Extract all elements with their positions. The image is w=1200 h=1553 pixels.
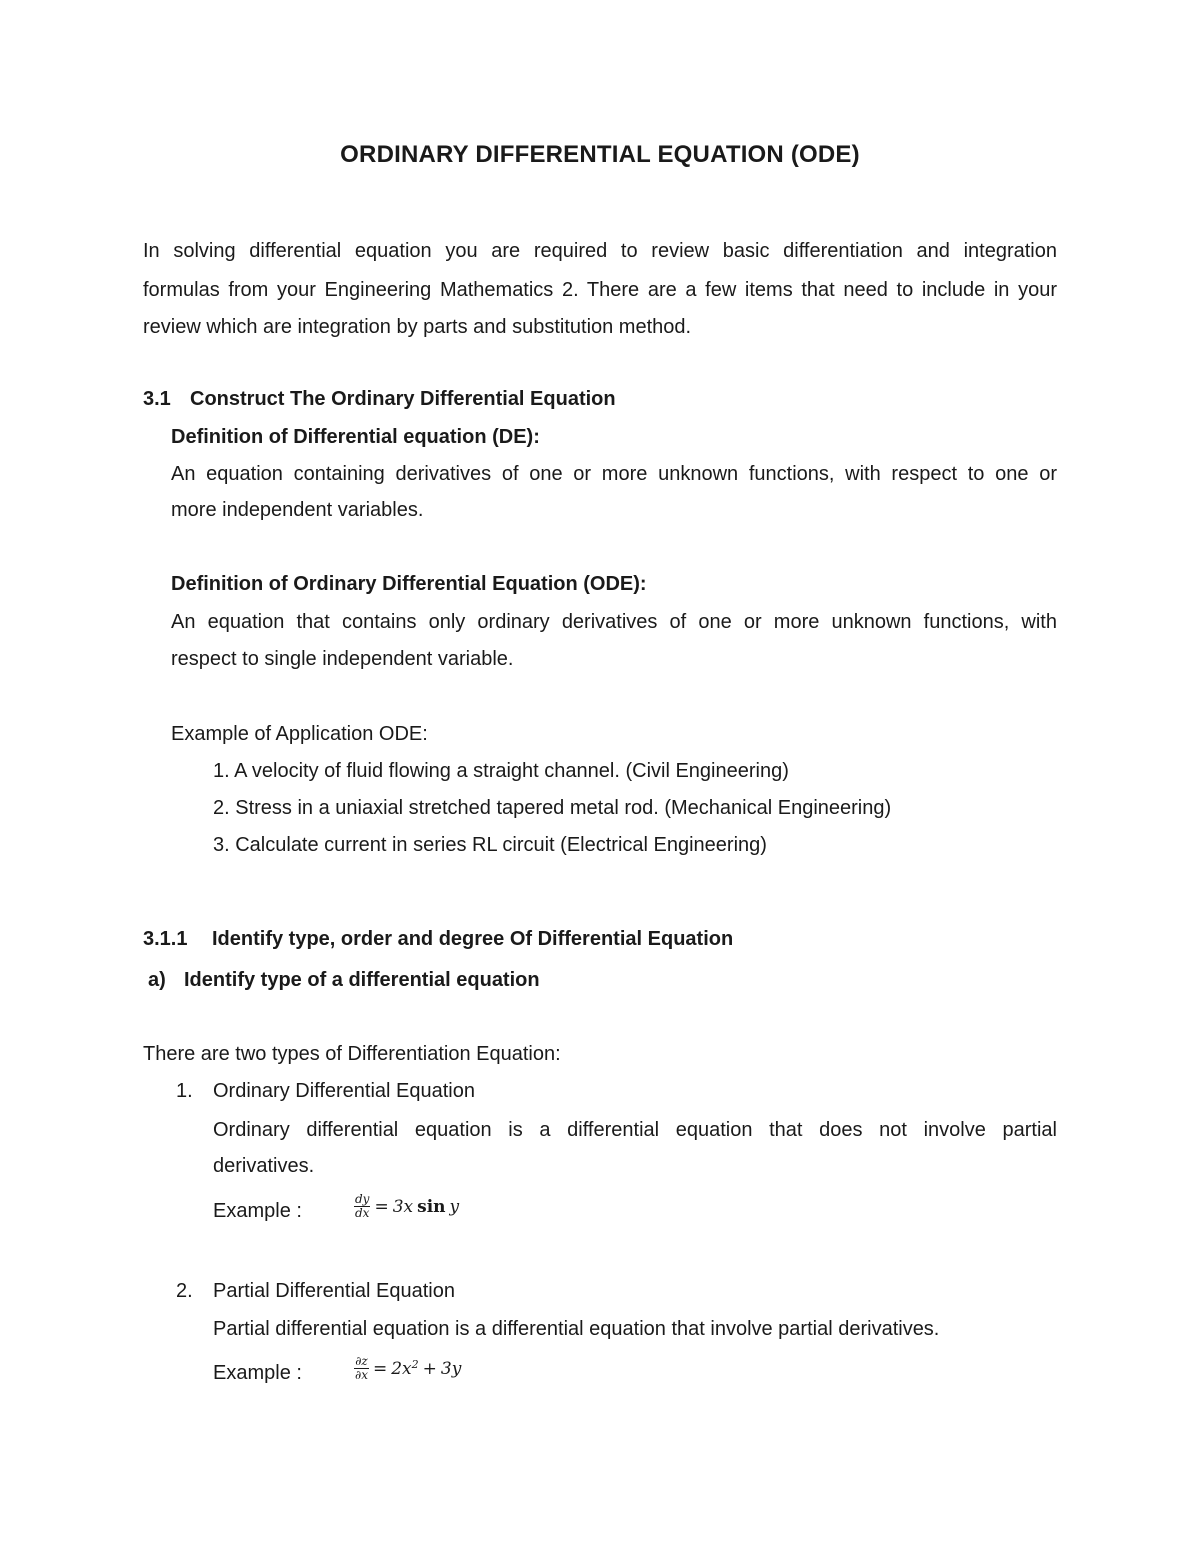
section-3-1-number: 3.1: [143, 388, 171, 410]
type-desc-line-1: Partial differential equation is a differential equation that involve partial derivatives.: [213, 1318, 940, 1340]
type-desc-line-2: derivatives.: [213, 1155, 315, 1177]
equation-term: 3x: [392, 1196, 414, 1217]
pde-example-equation: [354, 1355, 461, 1382]
subsection-a-label: a): [148, 969, 166, 991]
application-item: 2. Stress in a uniaxial stretched tapered metal rod. (Mechanical Engineering): [213, 797, 892, 819]
example-label: Example :: [213, 1362, 302, 1384]
types-intro: There are two types of Differentiation Equation:: [143, 1043, 561, 1065]
de-definition-heading: Definition of Differential equation (DE):: [171, 426, 540, 448]
equation-term: 3y: [440, 1358, 462, 1379]
derivative-fraction: [354, 1193, 370, 1220]
ode-definition-line-2: respect to single independent variable.: [171, 648, 514, 670]
type-number: 1.: [176, 1080, 193, 1102]
sine-function: sin: [417, 1196, 446, 1217]
intro-line-3: review which are integration by parts and substitution method.: [143, 316, 692, 338]
de-definition-line-2: more independent variables.: [171, 499, 424, 521]
equation-term: [391, 1358, 418, 1379]
partial-derivative-fraction: [354, 1355, 369, 1382]
fraction-denominator: ∂x: [355, 1368, 368, 1382]
ode-definition-heading: Definition of Ordinary Differential Equation (ODE):: [171, 573, 647, 595]
type-name: Partial Differential Equation: [213, 1280, 455, 1302]
application-item: 3. Calculate current in series RL circuit (Electrical Engineering): [213, 834, 767, 856]
fraction-denominator: dx: [355, 1206, 370, 1220]
equals-sign: =: [372, 1358, 388, 1379]
equation-term: y: [449, 1196, 460, 1217]
intro-line-2: formulas from your Engineering Mathematics 2. There are a few items that need to include in your: [143, 279, 1057, 301]
section-3-1-1-number: 3.1.1: [143, 928, 188, 950]
fraction-numerator: dy: [355, 1192, 370, 1206]
plus-sign: +: [422, 1358, 437, 1379]
equals-sign: =: [374, 1196, 389, 1217]
application-item: 1. A velocity of fluid flowing a straight channel. (Civil Engineering): [213, 760, 789, 782]
type-desc-line-1: Ordinary differential equation is a differential equation that does not involve partial: [213, 1119, 1057, 1141]
section-3-1-1-heading: Identify type, order and degree Of Differential Equation: [212, 928, 734, 950]
exponent: 2: [411, 1358, 419, 1371]
de-definition-line-1: An equation containing derivatives of one or more unknown functions, with respect to one or: [171, 463, 1057, 485]
type-number: 2.: [176, 1280, 193, 1302]
type-name: Ordinary Differential Equation: [213, 1080, 475, 1102]
intro-line-1: In solving differential equation you are required to review basic differentiation and integration: [143, 240, 1057, 262]
applications-heading: Example of Application ODE:: [171, 723, 428, 745]
term-base: 2x: [391, 1359, 412, 1379]
example-label: Example :: [213, 1200, 302, 1222]
ode-definition-line-1: An equation that contains only ordinary derivatives of one or more unknown functions, with: [171, 611, 1057, 633]
ode-example-equation: [354, 1193, 459, 1220]
section-3-1-heading: Construct The Ordinary Differential Equation: [190, 388, 616, 410]
subsection-a-heading: Identify type of a differential equation: [184, 969, 540, 991]
page-title: ORDINARY DIFFERENTIAL EQUATION (ODE): [340, 141, 860, 168]
fraction-numerator: ∂z: [355, 1354, 368, 1368]
